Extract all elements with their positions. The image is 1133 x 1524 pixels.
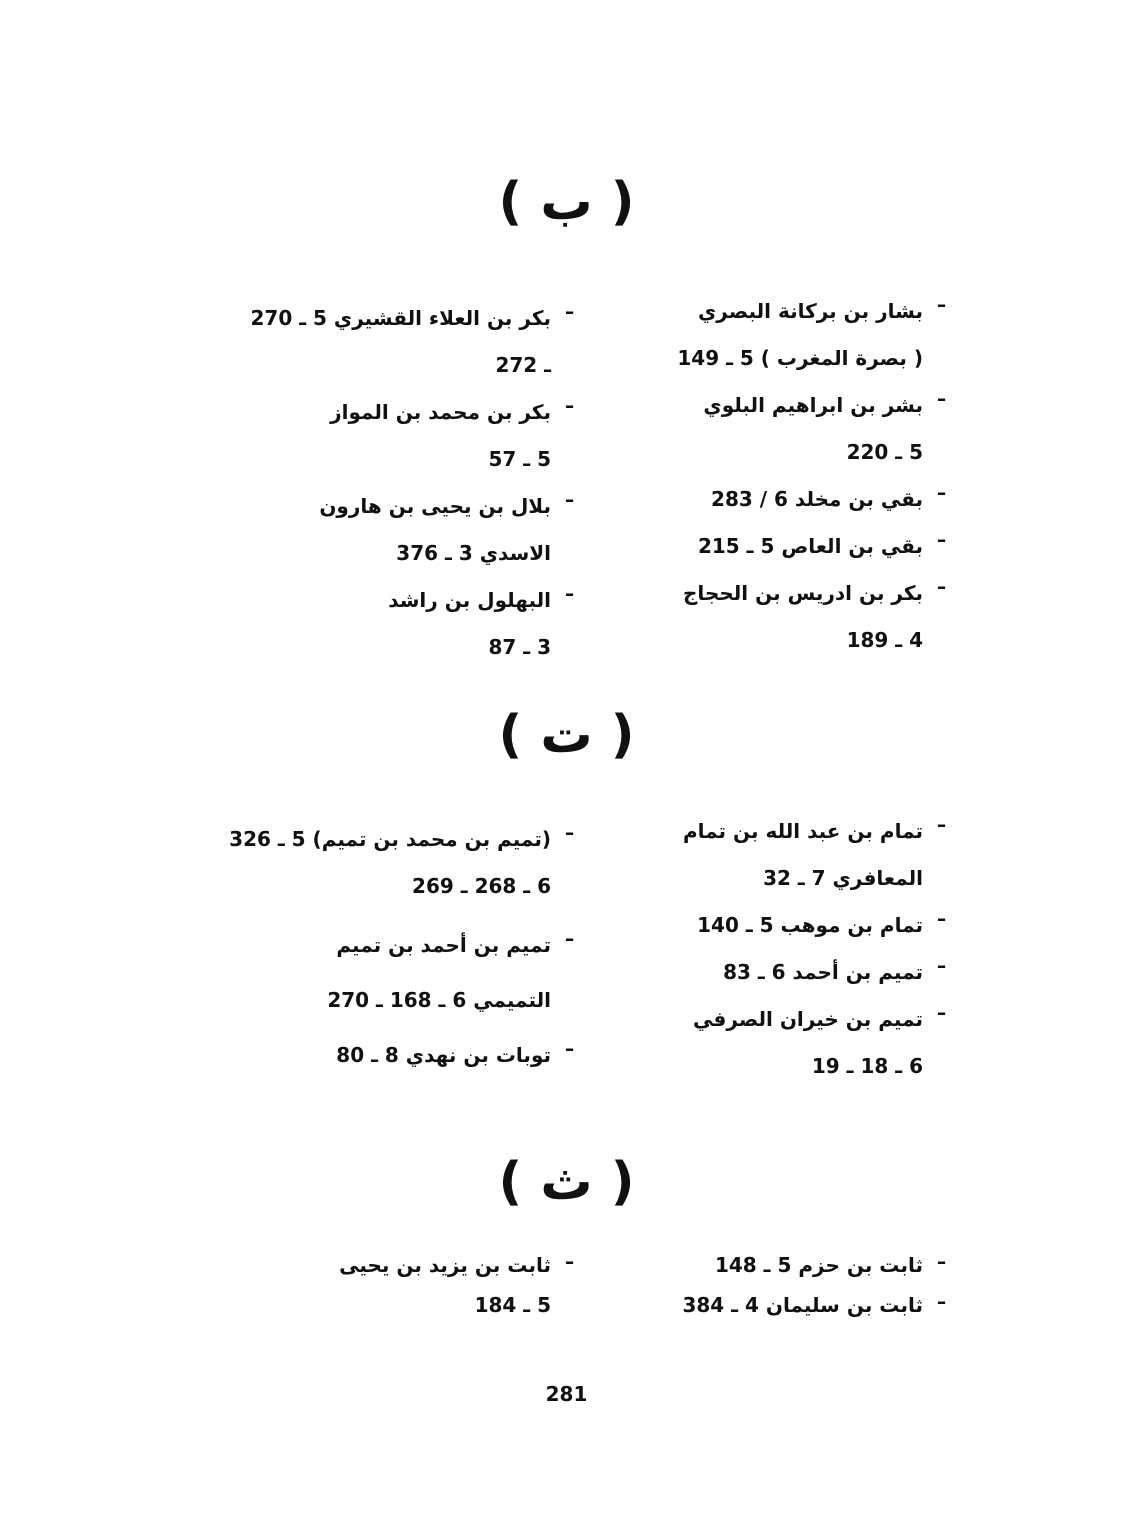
- entry-dash: ـ: [938, 808, 945, 832]
- index-entry: [233, 1245, 573, 1325]
- entry-line: بكر بن العلاء القشيري 5 ـ 270: [250, 306, 551, 330]
- entry-line: ثابت بن يزيد بن يحيى: [339, 1253, 551, 1277]
- entry-dash: ـ: [938, 949, 945, 973]
- index-entry: [233, 389, 573, 483]
- entry-line: تميم بن أحمد 6 ـ 83: [723, 960, 923, 984]
- entries-column-left-ta: [229, 816, 573, 1079]
- entry-dash: ـ: [566, 389, 573, 413]
- entry-line: الاسدي 3 ـ 376: [396, 541, 551, 565]
- entry-dash: ـ: [938, 570, 945, 594]
- index-entry: [615, 996, 945, 1090]
- entry-line: بشار بن بركانة البصري: [697, 299, 923, 323]
- index-entry: [233, 295, 573, 389]
- entry-dash: ـ: [938, 476, 945, 500]
- entry-line: ـ 272: [495, 353, 551, 377]
- index-entry: [233, 577, 573, 671]
- index-entry: [615, 808, 945, 902]
- index-entry: [615, 382, 945, 476]
- index-entry: [615, 570, 945, 664]
- entry-dash: ـ: [938, 996, 945, 1020]
- entry-line: 3 ـ 87: [488, 635, 551, 659]
- entry-line: البهلول بن راشد: [388, 588, 551, 612]
- entry-dash: ـ: [938, 902, 945, 926]
- index-entry: [233, 922, 573, 1024]
- index-entry: [615, 476, 945, 523]
- entries-column-right-ta: [615, 808, 945, 1090]
- entry-line: بلال بن يحيى بن هارون: [319, 494, 551, 518]
- entry-line: 5 ـ 57: [488, 447, 551, 471]
- index-entry: [229, 816, 573, 910]
- section-heading-ba: ( ب ): [498, 172, 635, 232]
- index-entry: [615, 523, 945, 570]
- entries-column-left-tha: [233, 1245, 573, 1325]
- entry-line: 6 ـ 18 ـ 19: [811, 1054, 923, 1078]
- index-entry: [233, 483, 573, 577]
- page-number: 281: [545, 1382, 588, 1406]
- index-entry: [233, 1032, 573, 1079]
- entry-line: بكر بن ادريس بن الحجاج: [683, 581, 923, 605]
- entry-dash: ـ: [938, 382, 945, 406]
- entry-dash: ـ: [566, 1032, 573, 1056]
- entry-dash: ـ: [566, 483, 573, 507]
- entry-dash: ـ: [566, 1245, 573, 1269]
- entry-line: ثابت بن سليمان 4 ـ 384: [682, 1293, 923, 1317]
- entry-line: 6 ـ 268 ـ 269: [412, 874, 551, 898]
- entries-column-right-tha: [615, 1245, 945, 1325]
- entry-dash: ـ: [566, 295, 573, 319]
- entry-dash: ـ: [938, 523, 945, 547]
- entry-line: التميمي 6 ـ 168 ـ 270: [327, 988, 551, 1012]
- index-entry: [615, 949, 945, 996]
- entry-dash: ـ: [938, 1245, 945, 1269]
- entry-line: 5 ـ 184: [474, 1293, 551, 1317]
- entry-line: توبات بن نهدي 8 ـ 80: [336, 1043, 551, 1067]
- entry-line: المعافري 7 ـ 32: [763, 866, 923, 890]
- section-heading-ta: ( ت ): [498, 705, 635, 765]
- entry-line: (تميم بن محمد بن تميم) 5 ـ 326: [229, 827, 551, 851]
- entry-line: تمام بن موهب 5 ـ 140: [697, 913, 923, 937]
- entry-dash: ـ: [566, 922, 573, 946]
- index-entry: [615, 1285, 945, 1325]
- index-entry: [615, 902, 945, 949]
- entry-line: بقي بن العاص 5 ـ 215: [697, 534, 923, 558]
- entry-line: تميم بن أحمد بن تميم: [336, 933, 551, 957]
- section-heading-tha: ( ث ): [498, 1152, 635, 1212]
- entry-dash: ـ: [938, 288, 945, 312]
- entry-line: تمام بن عبد الله بن تمام: [682, 819, 923, 843]
- entries-column-right-ba: [615, 288, 945, 664]
- entry-line: 5 ـ 220: [846, 440, 923, 464]
- entry-line: ثابت بن حزم 5 ـ 148: [714, 1253, 923, 1277]
- entry-line: ( بصرة المغرب ) 5 ـ 149: [677, 346, 923, 370]
- entry-dash: ـ: [566, 577, 573, 601]
- entry-dash: ـ: [938, 1285, 945, 1309]
- entries-column-left-ba: [233, 295, 573, 671]
- index-entry: [615, 288, 945, 382]
- entry-dash: ـ: [566, 816, 573, 840]
- entry-line: بقي بن مخلد 6 / 283: [711, 487, 923, 511]
- index-entry: [615, 1245, 945, 1285]
- entry-line: بكر بن محمد بن المواز: [330, 400, 551, 424]
- entry-line: 4 ـ 189: [846, 628, 923, 652]
- entry-line: تميم بن خيران الصرفي: [693, 1007, 923, 1031]
- entry-line: بشر بن ابراهيم البلوي: [703, 393, 923, 417]
